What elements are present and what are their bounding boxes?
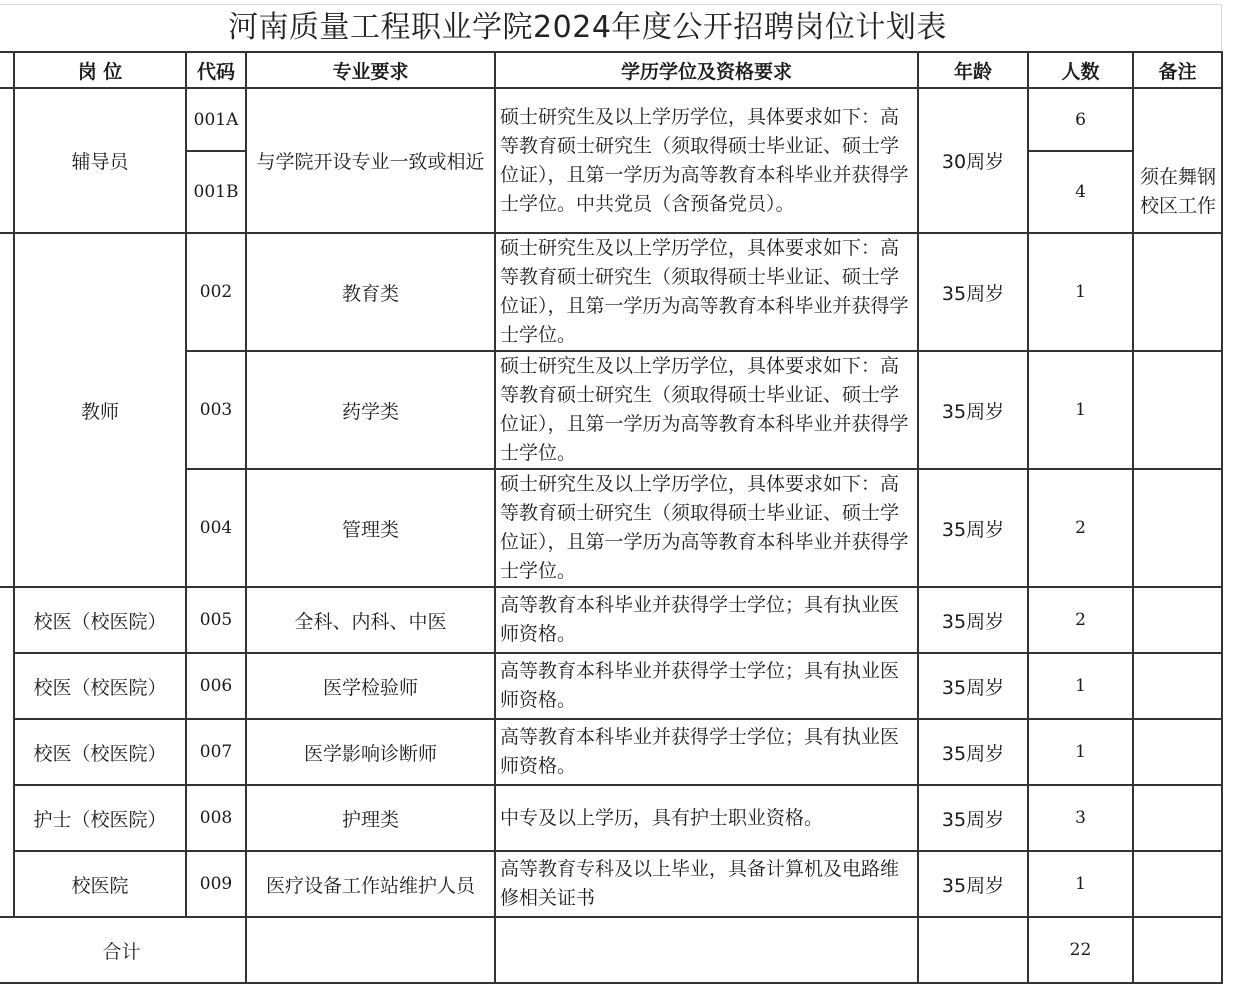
count-cell: 1 (1028, 719, 1133, 785)
major-cell: 医学检验师 (246, 653, 495, 719)
table-row (0, 587, 1222, 653)
row-stub (0, 587, 14, 917)
education-cell: 高等教育本科毕业并获得学士学位；具有执业医师资格。 (495, 587, 918, 653)
age-cell: 30周岁 (918, 88, 1028, 233)
code-cell: 001B (186, 151, 246, 233)
age-cell: 35周岁 (918, 587, 1028, 653)
age-cell: 35周岁 (918, 851, 1028, 917)
education-cell: 高等教育专科及以上毕业，具备计算机及电路维修相关证书 (495, 851, 918, 917)
age-cell: 35周岁 (918, 785, 1028, 851)
code-cell: 006 (186, 653, 246, 719)
table-row (0, 653, 1222, 719)
note-cell (1133, 851, 1222, 917)
page-title: 河南质量工程职业学院2024年度公开招聘岗位计划表 (228, 10, 947, 45)
total-count: 22 (1028, 917, 1133, 983)
table-row (0, 785, 1222, 851)
major-cell: 全科、内科、中医 (246, 587, 495, 653)
table-row (0, 719, 1222, 785)
count-cell: 3 (1028, 785, 1133, 851)
position-cell: 校医（校医院） (14, 587, 186, 653)
age-cell: 35周岁 (918, 653, 1028, 719)
code-cell: 002 (186, 233, 246, 351)
position-cell: 辅导员 (14, 88, 186, 233)
age-cell: 35周岁 (918, 233, 1028, 351)
code-cell: 001A (186, 88, 246, 151)
note-cell (1133, 653, 1222, 719)
table-row (0, 851, 1222, 917)
code-cell: 007 (186, 719, 246, 785)
count-cell: 1 (1028, 653, 1133, 719)
count-cell: 2 (1028, 469, 1133, 587)
major-cell: 医疗设备工作站维护人员 (246, 851, 495, 917)
header-row (0, 52, 1222, 88)
education-cell: 高等教育本科毕业并获得学士学位；具有执业医师资格。 (495, 719, 918, 785)
header-age: 年龄 (918, 52, 1028, 88)
total-empty-note (1133, 917, 1222, 983)
age-cell: 35周岁 (918, 469, 1028, 587)
header-education: 学历学位及资格要求 (495, 52, 918, 88)
count-cell: 1 (1028, 851, 1133, 917)
row-stub (0, 233, 14, 587)
code-cell: 005 (186, 587, 246, 653)
total-row (0, 917, 1222, 983)
title-row (0, 4, 1222, 50)
education-cell: 硕士研究生及以上学历学位，具体要求如下：高等教育硕士研究生（须取得硕士毕业证、硕士学位证），且第一学历为高等教育本科毕业并获得学士学位。 (495, 233, 918, 351)
count-cell: 1 (1028, 233, 1133, 351)
header-major: 专业要求 (246, 52, 495, 88)
major-cell: 护理类 (246, 785, 495, 851)
table-row (0, 88, 1222, 151)
note-cell (1133, 587, 1222, 653)
age-cell: 35周岁 (918, 719, 1028, 785)
header-count: 人数 (1028, 52, 1133, 88)
header-position: 岗 位 (14, 52, 186, 88)
header-stub (0, 52, 14, 88)
recruitment-plan-table (0, 51, 1223, 984)
row-stub (0, 88, 14, 233)
count-cell: 6 (1028, 88, 1133, 151)
code-cell: 003 (186, 351, 246, 469)
education-cell: 硕士研究生及以上学历学位，具体要求如下：高等教育硕士研究生（须取得硕士毕业证、硕士学位证），且第一学历为高等教育本科毕业并获得学士学位。 (495, 469, 918, 587)
major-cell: 管理类 (246, 469, 495, 587)
count-cell: 1 (1028, 351, 1133, 469)
note-cell (1133, 785, 1222, 851)
note-cell (1133, 88, 1222, 151)
note-cell (1133, 351, 1222, 469)
total-empty-age (918, 917, 1028, 983)
header-note: 备注 (1133, 52, 1222, 88)
note-cell (1133, 719, 1222, 785)
note-cell (1133, 469, 1222, 587)
major-cell: 与学院开设专业一致或相近 (246, 88, 495, 233)
code-cell: 009 (186, 851, 246, 917)
major-cell: 药学类 (246, 351, 495, 469)
position-cell: 教师 (14, 233, 186, 587)
position-cell: 校医（校医院） (14, 719, 186, 785)
count-cell: 4 (1028, 151, 1133, 233)
table-row (0, 233, 1222, 351)
code-cell: 004 (186, 469, 246, 587)
education-cell: 高等教育本科毕业并获得学士学位；具有执业医师资格。 (495, 653, 918, 719)
total-empty-major (246, 917, 495, 983)
code-cell: 008 (186, 785, 246, 851)
note-cell: 须在舞钢校区工作 (1133, 151, 1222, 233)
position-cell: 校医（校医院） (14, 653, 186, 719)
position-cell: 护士（校医院） (14, 785, 186, 851)
header-code: 代码 (186, 52, 246, 88)
education-cell: 硕士研究生及以上学历学位，具体要求如下：高等教育硕士研究生（须取得硕士毕业证、硕士学位证），且第一学历为高等教育本科毕业并获得学士学位。中共党员（含预备党员）。 (495, 88, 918, 233)
total-label: 合计 (0, 917, 246, 983)
count-cell: 2 (1028, 587, 1133, 653)
total-empty-education (495, 917, 918, 983)
note-cell (1133, 233, 1222, 351)
major-cell: 医学影响诊断师 (246, 719, 495, 785)
position-cell: 校医院 (14, 851, 186, 917)
education-cell: 中专及以上学历，具有护士职业资格。 (495, 785, 918, 851)
major-cell: 教育类 (246, 233, 495, 351)
age-cell: 35周岁 (918, 351, 1028, 469)
education-cell: 硕士研究生及以上学历学位，具体要求如下：高等教育硕士研究生（须取得硕士毕业证、硕士学位证），且第一学历为高等教育本科毕业并获得学士学位。 (495, 351, 918, 469)
